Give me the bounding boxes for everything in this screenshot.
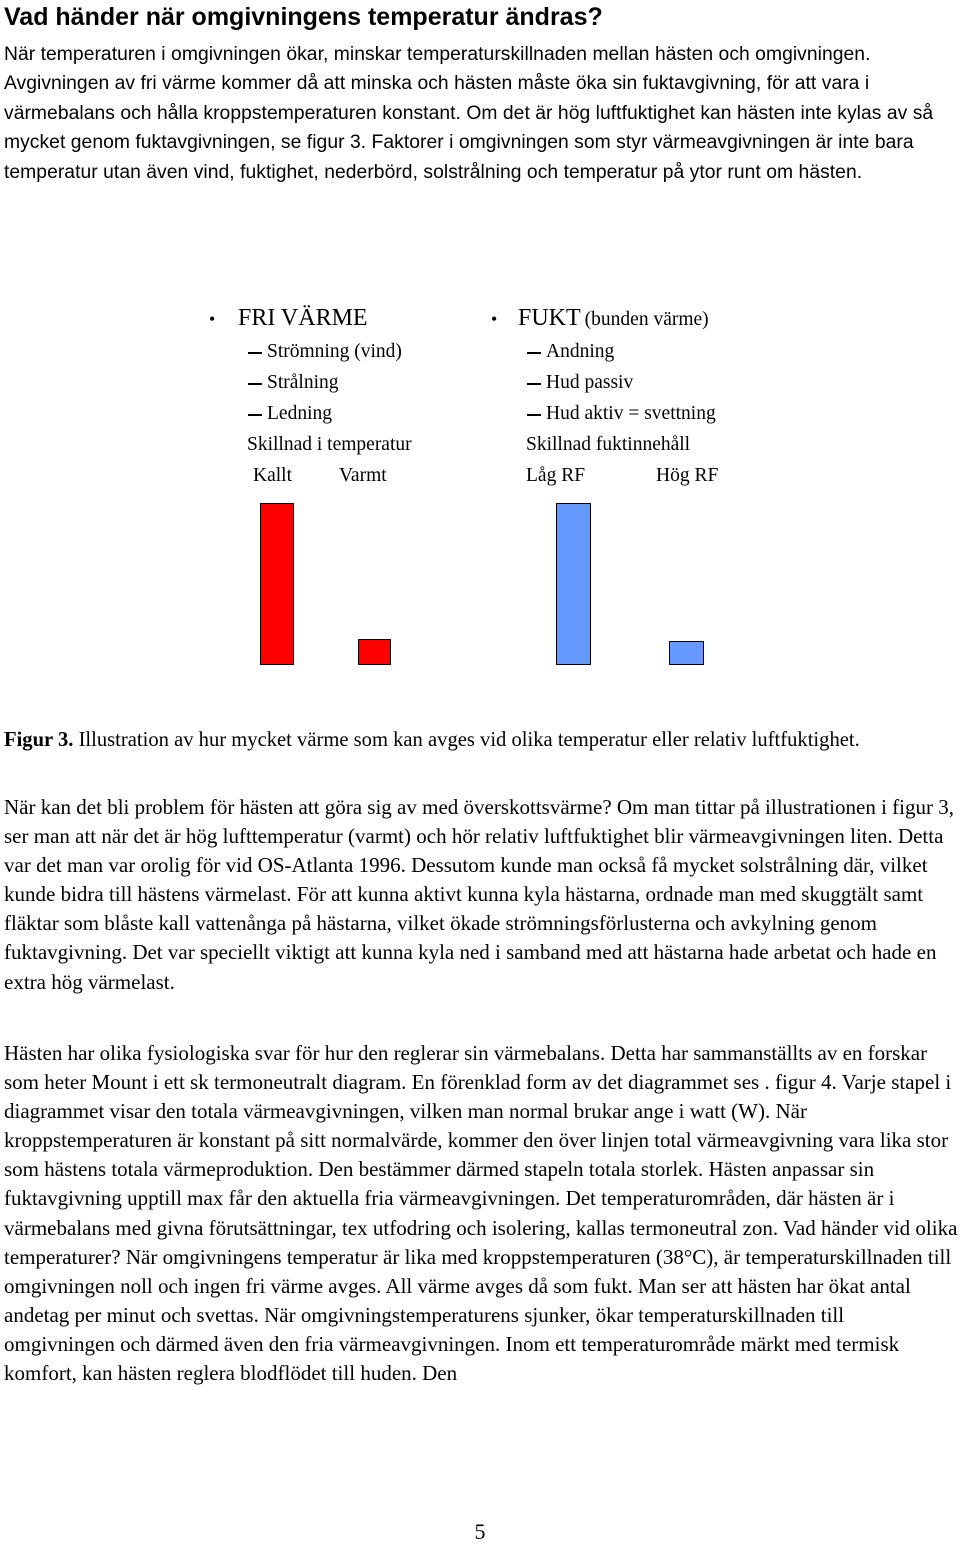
bullet-fukt: • <box>491 309 498 329</box>
fukt-item: Andning <box>546 341 615 362</box>
bar-varmt <box>358 639 391 665</box>
page-heading: Vad händer när omgivningens temperatur ändras? <box>4 3 603 31</box>
bar-kallt <box>260 503 294 665</box>
varmt-label: Varmt <box>339 465 387 486</box>
intro-paragraph: När temperaturen i omgivningen ökar, minskar temperaturskillnaden mellan hästen och omgivningen. Avgivningen av fri värme kommer då att minska och hästen måste öka sin fuktavgivning, för att vara i värmebalans och hålla kroppstemperaturen konstant. Om det är hög luftfuktighet kan hästen inte kylas av så mycket genom fuktavgivningen, se figur 3. Faktorer i omgivningen som styr värmeavgivningen är inte bara temperatur utan även vind, fuktighet, nederbörd, solstrålning och temperatur på ytor runt om hästen. <box>4 44 934 183</box>
lag-rf-label: Låg RF <box>526 465 586 486</box>
dash-icon <box>248 383 262 385</box>
bullet-fri-varme: • <box>209 309 216 329</box>
fukt-title-line <box>518 304 709 332</box>
dash-icon <box>527 383 541 385</box>
fukt-item: Hud passiv <box>546 372 634 393</box>
fukt-title: FUKT <box>518 305 581 331</box>
caption-label: Figur 3. <box>4 729 74 751</box>
page-number: 5 <box>474 1519 486 1544</box>
bar-lag-rf <box>556 503 591 665</box>
dash-icon <box>248 414 262 416</box>
fri-varme-item: Ledning <box>267 403 332 424</box>
fukt-title-suffix: (bunden värme) <box>584 309 709 330</box>
fri-varme-item: Strömning (vind) <box>267 341 402 362</box>
bar-hog-rf <box>669 641 704 665</box>
dash-icon <box>527 352 541 354</box>
dash-icon <box>527 414 541 416</box>
body-paragraph: Hästen har olika fysiologiska svar för hur den reglerar sin värmebalans. Detta har sammanställts av en forskar som heter Mount i ett sk termoneutralt diagram. En förenklad form av det diagrammet ses . figur 4. Varje stapel i diagrammet visar den totala värmeavgivningen, vilken man normal brukar ange i watt (W). När kroppstemperaturen är konstant på sitt normalvärde, kommer den över linjen total värmeavgivning vara lika stor som hästens totala värmeproduktion. Den bestämmer därmed stapeln totala storlek. Hästen anpassar sin fuktavgivning upptill max får den aktuella fria värmeavgivningen. Det temperaturområden, där hästen är i värmebalans med givna förutsättningar, tex utfodring och isolering, kallas termoneutral zon. Vad händer vid olika temperaturer? När omgivningens temperatur är lika med kroppstemperaturen (38°C), är temperaturskillnaden till omgivningen noll och ingen fri värme avges. All värme avges då som fukt. Man ser att hästen har ökat antal andetag per minut och svettas. När omgivningstemperaturens sjunker, ökar temperaturskillnaden till omgivningen och därmed även den fria värmeavgivningen. Inom ett temperaturområde märkt med termisk komfort, kan hästen reglera blodflödet till huden. Den <box>4 1041 958 1386</box>
hog-rf-label: Hög RF <box>656 465 719 486</box>
fukt-item: Hud aktiv = svettning <box>546 403 716 424</box>
fri-varme-title: FRI VÄRME <box>238 305 368 331</box>
fri-varme-difference-label: Skillnad i temperatur <box>247 434 412 455</box>
dash-icon <box>248 352 262 354</box>
fukt-difference-label: Skillnad fuktinnehåll <box>526 434 691 455</box>
caption-text: Illustration av hur mycket värme som kan avges vid olika temperatur eller relativ luftfuktighet. <box>73 729 860 751</box>
fri-varme-item: Strålning <box>267 372 339 393</box>
kallt-label: Kallt <box>253 465 292 486</box>
figure-caption <box>4 727 934 754</box>
body-paragraph: När kan det bli problem för hästen att göra sig av med överskottsvärme? Om man tittar på illustrationen i figur 3, ser man att när det är hög lufttemperatur (varmt) och hör relativ luftfuktighet blir värmeavgivningen liten. Detta var det man var orolig för vid OS-Atlanta 1996. Dessutom kunde man också få mycket solstrålning där, vilket kunde bidra till hästens värmelast. För att kunna aktivt kunna kyla hästarna, ordnade man med skuggtält samt fläktar som blåste kall vattenånga på hästarna, vilket ökade strömningsförlusterna och avkylning genom fuktavgivning. Det var speciellt viktigt att kunna kyla ned i samband med att hästarna hade arbetat och hade en extra hög värmelast. <box>4 795 954 994</box>
